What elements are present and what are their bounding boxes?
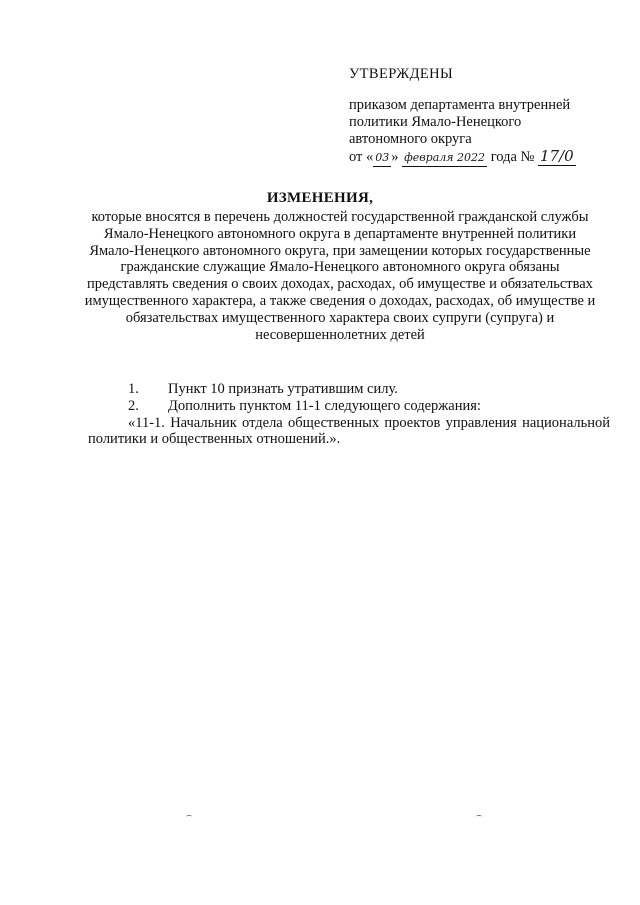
scan-mark bbox=[186, 815, 192, 818]
item-number: 2. bbox=[128, 397, 139, 414]
approval-date-line bbox=[349, 148, 609, 167]
approval-line-3: автономного округа bbox=[349, 131, 472, 147]
approval-line-1: приказом департамента внутренней bbox=[349, 97, 571, 113]
approval-title: УТВЕРЖДЕНЫ bbox=[349, 66, 454, 82]
amendment-item-2 bbox=[88, 398, 610, 415]
document-title: ИЗМЕНЕНИЯ, bbox=[266, 190, 374, 206]
approval-line-2: политики Ямало-Ненецкого bbox=[349, 114, 522, 130]
item-number: 1. bbox=[128, 381, 139, 397]
approval-block bbox=[349, 66, 609, 167]
date-suffix: года № bbox=[490, 149, 535, 165]
date-mid: » bbox=[391, 149, 399, 165]
item-text: Дополнить пунктом 11-1 следующего содержания: bbox=[168, 397, 481, 414]
item-text: Пункт 10 признать утратившим силу. bbox=[168, 381, 398, 397]
amendments-list bbox=[88, 381, 610, 448]
order-number-handwritten: 17/0 bbox=[540, 147, 574, 165]
date-month-year-handwritten: февраля 2022 bbox=[402, 149, 487, 167]
date-day-handwritten: 03 bbox=[373, 149, 391, 167]
amendment-item-1 bbox=[88, 381, 610, 398]
scan-mark bbox=[476, 815, 482, 818]
document-subtitle: которые вносятся в перечень должностей государственной гражданской службы Ямало-Ненецкого автономного округа в департаменте внутренней политики Ямало-Ненецкого автономного округа, при замещении которых государственные гражданские служащие Ямало-Ненецкого автономного округа обязаны представлять сведения о своих доходах, расходах, об имуществе и обязательствах имущественного характера, а также сведения о доходах, расходах, об имуществе и обязательствах имущественного характера своих супруги (супруга) и несовершеннолетних детей bbox=[84, 209, 596, 343]
new-item-quote: «11-1. Начальник отдела общественных проектов управления национальной политики и общественных отношений.». bbox=[88, 414, 610, 448]
date-prefix: от « bbox=[349, 149, 374, 165]
